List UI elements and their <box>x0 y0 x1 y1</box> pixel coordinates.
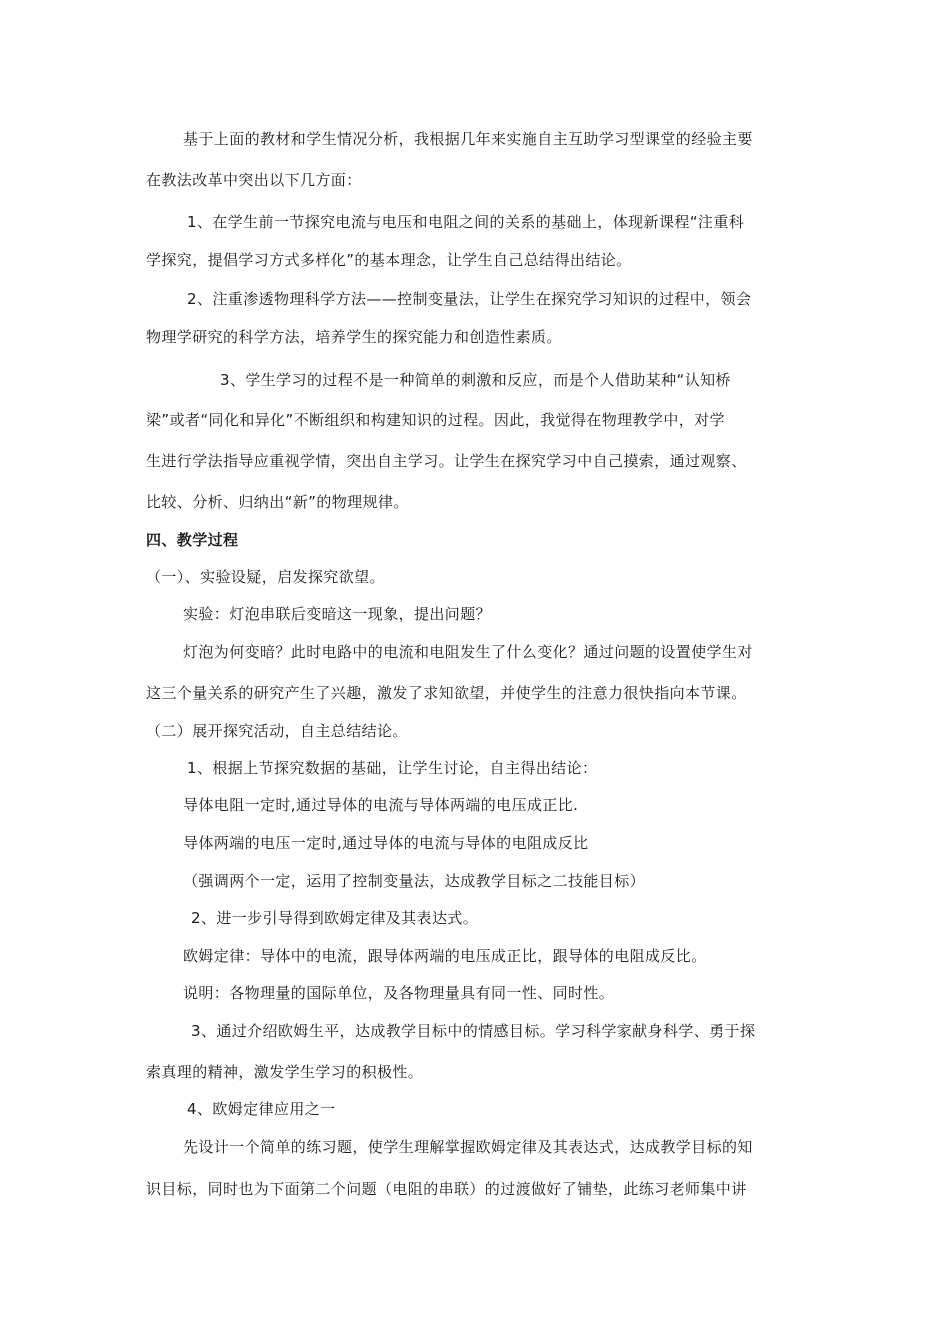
paragraph-line: 2、进一步引导得到欧姆定律及其表达式。 <box>191 909 479 927</box>
paragraph-line: 识目标，同时也为下面第二个问题（电阻的串联）的过渡做好了铺垫，此练习老师集中讲 <box>146 1180 747 1198</box>
subsection-heading: （二）展开探究活动，自主总结结论。 <box>146 722 408 740</box>
paragraph-line: 灯泡为何变暗？此时电路中的电流和电阻发生了什么变化？通过问题的设置使学生对 <box>183 643 753 661</box>
paragraph-line: 物理学研究的科学方法，培养学生的探究能力和创造性素质。 <box>146 328 562 346</box>
paragraph-line: 这三个量关系的研究产生了兴趣，激发了求知欲望，并使学生的注意力很快指向本节课。 <box>146 684 747 702</box>
paragraph-line: 3、学生学习的过程不是一种简单的刺激和反应，而是个人借助某种“认知桥 <box>220 371 731 389</box>
section-heading: 四、教学过程 <box>146 531 239 549</box>
paragraph-line: 基于上面的教材和学生情况分析，我根据几年来实施自主互助学习型课堂的经验主要 <box>183 130 753 148</box>
paragraph-line: 学探究，提倡学习方式多样化”的基本理念，让学生自己总结得出结论。 <box>146 251 632 269</box>
paragraph-line: 欧姆定律：导体中的电流，跟导体两端的电压成正比，跟导体的电阻成反比。 <box>183 947 707 965</box>
paragraph-line: 4、欧姆定律应用之一 <box>187 1100 336 1118</box>
paragraph-line: 实验：灯泡串联后变暗这一现象，提出问题？ <box>183 605 492 623</box>
paragraph-line: 3、通过介绍欧姆生平，达成教学目标中的情感目标。学习科学家献身科学、勇于探 <box>191 1022 756 1040</box>
paragraph-line: 生进行学法指导应重视学情，突出自主学习。让学生在探究学习中自己摸索，通过观察、 <box>146 452 747 470</box>
paragraph-line: 在教法改革中突出以下几方面： <box>146 171 362 189</box>
paragraph-line: 导体两端的电压一定时,通过导体的电流与导体的电阻成反比 <box>183 834 589 852</box>
paragraph-line: 梁”或者“同化和异化”不断组织和构建知识的过程。因此，我觉得在物理教学中，对学 <box>146 411 725 429</box>
paragraph-line: 1、根据上节探究数据的基础，让学生讨论，自主得出结论： <box>187 759 598 777</box>
paragraph-line: 先设计一个简单的练习题，使学生理解掌握欧姆定律及其表达式，达成教学目标的知 <box>183 1138 753 1156</box>
subsection-heading: （一）、实验设疑，启发探究欲望。 <box>146 568 385 586</box>
paragraph-line: 说明：各物理量的国际单位，及各物理量具有同一性、同时性。 <box>183 984 615 1002</box>
paragraph-line: （强调两个一定，运用了控制变量法，达成教学目标之二技能目标） <box>183 872 646 890</box>
paragraph-line: 导体电阻一定时,通过导体的电流与导体两端的电压成正比. <box>183 796 579 814</box>
paragraph-line: 比较、分析、归纳出“新”的物理规律。 <box>146 493 409 511</box>
paragraph-line: 1、在学生前一节探究电流与电压和电阻之间的关系的基础上，体现新课程“注重科 <box>187 213 745 231</box>
paragraph-line: 索真理的精神，激发学生学习的积极性。 <box>146 1063 424 1081</box>
paragraph-line: 2、注重渗透物理科学方法——控制变量法，让学生在探究学习知识的过程中，领会 <box>187 290 752 308</box>
